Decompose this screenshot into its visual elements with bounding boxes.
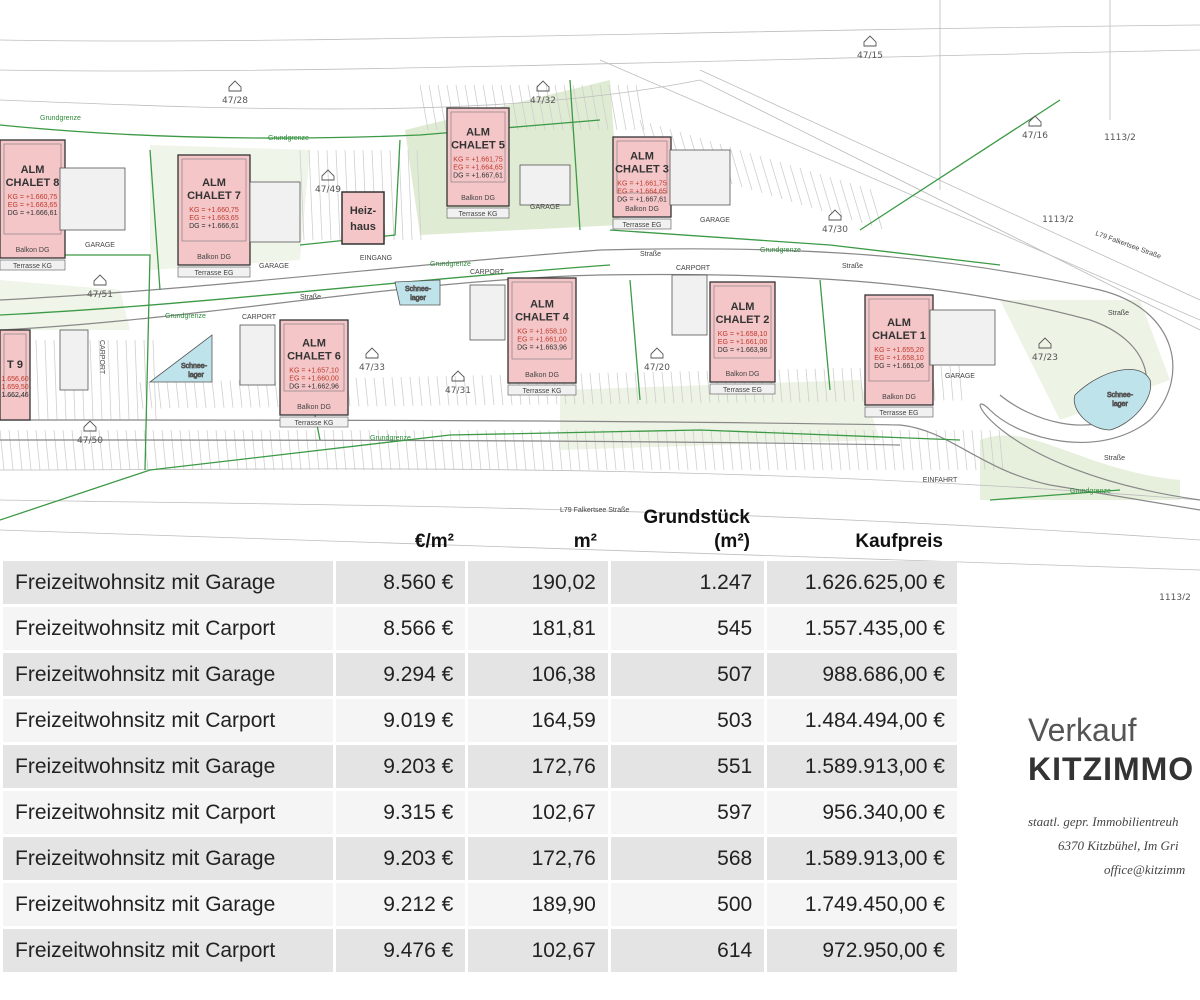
cell-type: Freizeitwohnsitz mit Garage: [3, 745, 333, 788]
cell-area: 102,67: [468, 929, 608, 972]
heizhaus-label-1: Heiz-: [349, 205, 377, 217]
chalet-title-2: CHALET 1: [872, 329, 926, 342]
cell-price: 1.484.494,00 €: [767, 699, 957, 742]
cell-area: 189,90: [468, 883, 608, 926]
cell-price: 1.589.913,00 €: [767, 837, 957, 880]
house-icon: [651, 348, 663, 358]
cell-plot: 614: [611, 929, 764, 972]
chalet-building: [0, 330, 30, 420]
chalet-level-kg: KG = +1.661,75: [617, 180, 667, 188]
garage-label-7: GARAGE: [259, 263, 289, 270]
chalet-level-eg: EG = +1.663,65: [189, 214, 239, 222]
schneelager-label-1b: lager: [188, 372, 204, 379]
chalet-level-kg: KG = +1.657,10: [289, 367, 339, 375]
cell-price: 972.950,00 €: [767, 929, 957, 972]
house-icon: [366, 348, 378, 358]
chalet-level-kg: KG = +1.655,20: [874, 346, 924, 354]
parcel-number: 47/30: [822, 225, 848, 235]
seller-line-2: 6370 Kitzbühel, Im Gri: [1058, 838, 1179, 853]
parcel-marker: [222, 81, 248, 106]
seller-line-1: staatl. gepr. Immobilientreuh: [1028, 814, 1179, 829]
table-row: [3, 699, 957, 742]
einfahrt-label: EINFAHRT: [922, 477, 958, 484]
parcel-number: 47/31: [445, 386, 471, 396]
carport-label-9: CARPORT: [98, 340, 105, 375]
cell-type: Freizeitwohnsitz mit Carport: [3, 607, 333, 650]
cell-plot: 545: [611, 607, 764, 650]
seller-email[interactable]: office@kitzimm: [1104, 862, 1186, 877]
cell-price: 1.626.625,00 €: [767, 561, 957, 604]
parcel-marker: [822, 210, 848, 235]
price-table: [0, 558, 960, 975]
parcel-number: 47/16: [1022, 131, 1048, 141]
chalet-level-kg: KG = +1.661,75: [453, 156, 503, 164]
table-row: [3, 607, 957, 650]
grundgrenze-label-6: Grundgrenze: [370, 435, 411, 442]
balkon-label: Balkon DG: [15, 247, 50, 254]
cell-area: 172,76: [468, 837, 608, 880]
terrasse-label: Terrasse KG: [458, 211, 498, 218]
house-icon: [452, 371, 464, 381]
terrasse-label: Terrasse EG: [723, 387, 762, 394]
schneelager-label-2b: lager: [410, 295, 426, 302]
cell-area: 181,81: [468, 607, 608, 650]
house-icon: [229, 81, 241, 91]
balkon-label: Balkon DG: [197, 254, 231, 261]
balkon-label: Balkon DG: [882, 394, 916, 401]
house-icon: [94, 275, 106, 285]
parcel-number: 47/33: [359, 363, 385, 373]
strasse-label-2: Straße: [640, 251, 662, 258]
cell-type: Freizeitwohnsitz mit Carport: [3, 791, 333, 834]
chalet-building: [0, 140, 65, 270]
parcel-marker: [87, 275, 113, 300]
cell-price: 1.749.450,00 €: [767, 883, 957, 926]
parcel-marker: [359, 348, 385, 373]
chalet-title-1: ALM: [466, 126, 490, 139]
cell-area: 190,02: [468, 561, 608, 604]
terrasse-label: Terrasse EG: [194, 270, 234, 277]
chalet-title-1: ALM: [202, 176, 226, 189]
grundgrenze-label-4: Grundgrenze: [430, 261, 471, 268]
chalet-building: [865, 295, 933, 417]
cell-type: Freizeitwohnsitz mit Garage: [3, 653, 333, 696]
parcel-number: 47/23: [1032, 353, 1058, 363]
cell-plot: 507: [611, 653, 764, 696]
eingang-label: EINGANG: [359, 255, 393, 262]
heizhaus: [342, 192, 392, 262]
house-icon: [829, 210, 841, 220]
chalet-title-2: T 9: [7, 359, 23, 372]
chalet-level-eg: EG = +1.661,00: [717, 339, 768, 346]
cell-plot: 500: [611, 883, 764, 926]
terrasse-label: Terrasse KG: [13, 263, 52, 270]
chalet-level-eg: EG = +1.664,65: [453, 164, 503, 172]
house-icon: [864, 36, 876, 46]
chalet-level-eg: EG = +1.663,65: [7, 202, 58, 210]
garage-label-1: GARAGE: [945, 373, 975, 380]
header-plot-line1: Grundstück: [643, 507, 750, 528]
strasse-label-1: Straße: [300, 294, 322, 301]
l79-label-2: L79 Falkertsee Straße: [560, 507, 630, 514]
balkon-label: Balkon DG: [725, 371, 760, 378]
cell-plot: 1.247: [611, 561, 764, 604]
chalet-level-dg: DG = +1.666,61: [189, 222, 239, 230]
strasse-label-5: Straße: [1104, 455, 1126, 462]
chalet-level-dg: DG = +1.667,61: [453, 172, 503, 180]
strasse-label-3: Straße: [842, 263, 864, 270]
chalet-level-dg: DG = +1.666,61: [7, 210, 58, 218]
schneelager-label-1a: Schnee-: [180, 363, 208, 370]
cell-price: 1.589.913,00 €: [767, 745, 957, 788]
chalet-level-dg: DG = +1.662,96: [289, 383, 339, 391]
chalet-level-dg: 1.662,46: [1, 392, 29, 400]
chalet-level-eg: EG = +1.661,00: [517, 336, 567, 344]
chalet-building: [508, 278, 576, 395]
cell-price-per-m2: 9.476 €: [336, 929, 466, 972]
header-price: Kaufpreis: [855, 531, 943, 552]
header-area: m²: [573, 531, 597, 552]
cell-price-per-m2: 8.560 €: [336, 561, 466, 604]
cell-price: 956.340,00 €: [767, 791, 957, 834]
schneelager-label-3b: lager: [1112, 401, 1128, 408]
chalet-level-eg: EG = +1.660,00: [289, 375, 339, 383]
chalet-building: [613, 137, 671, 229]
table-row: [3, 653, 957, 696]
cell-area: 172,76: [468, 745, 608, 788]
cell-price: 988.686,00 €: [767, 653, 957, 696]
terrasse-label: Terrasse KG: [294, 420, 334, 427]
chalet-level-kg: KG = +1.660,75: [189, 206, 239, 214]
grundgrenze-label-7: Grundgrenze: [1070, 488, 1111, 495]
schneelager-label-2a: Schnee-: [404, 286, 432, 293]
chalet-level-dg: DG = +1.663,96: [717, 347, 768, 354]
parcel-marker: [857, 36, 883, 61]
parcel-number: 1113/2: [1159, 593, 1191, 600]
cell-plot: 551: [611, 745, 764, 788]
parcel-marker: [1104, 133, 1136, 143]
grundgrenze-label-2: Grundgrenze: [268, 135, 309, 142]
balkon-label: Balkon DG: [297, 404, 331, 411]
cell-price-per-m2: 9.212 €: [336, 883, 466, 926]
chalet-level-kg: KG = +1.660,75: [7, 194, 58, 202]
chalet-title-1: ALM: [530, 298, 554, 311]
terrasse-label: Terrasse EG: [879, 410, 919, 417]
chalet-title-2: CHALET 4: [515, 311, 569, 324]
chalet-building: [710, 282, 775, 394]
chalet-level-eg: EG = +1.658,10: [874, 354, 924, 362]
terrasse-label: Terrasse EG: [622, 222, 662, 229]
chalet-building: [280, 320, 348, 427]
carport-label-6: CARPORT: [241, 314, 277, 321]
header-price-per-m2: €/m²: [414, 531, 454, 552]
cell-price: 1.557.435,00 €: [767, 607, 957, 650]
table-row: [3, 745, 957, 788]
vegetation-areas: [0, 80, 1180, 500]
chalet-title-1: ALM: [302, 337, 326, 350]
parcel-number: 47/32: [530, 96, 556, 106]
chalet-level-kg: KG = +1.658,10: [717, 331, 768, 338]
chalet-title-1: ALM: [887, 316, 911, 329]
parcel-marker: [644, 348, 670, 373]
cell-type: Freizeitwohnsitz mit Carport: [3, 699, 333, 742]
cell-area: 102,67: [468, 791, 608, 834]
parcel-number: 47/49: [315, 185, 341, 195]
parcel-number: 47/28: [222, 96, 248, 106]
parcel-number: 47/15: [857, 51, 883, 61]
chalet-title-2: CHALET 2: [715, 314, 770, 326]
balkon-label: Balkon DG: [625, 206, 659, 213]
chalet-title-1: ALM: [20, 164, 45, 177]
cell-type: Freizeitwohnsitz mit Garage: [3, 837, 333, 880]
parcel-marker: [530, 81, 556, 106]
parcel-marker: [1042, 215, 1074, 225]
chalet-title-2: CHALET 7: [187, 189, 241, 202]
header-plot-line2: (m²): [714, 531, 750, 552]
house-icon: [84, 421, 96, 431]
garage-label-3: GARAGE: [700, 217, 730, 224]
carport-label-4: CARPORT: [469, 269, 505, 276]
parcel-marker: [1159, 593, 1191, 600]
seller-heading: Verkauf: [1028, 712, 1137, 748]
parcel-number: 1113/2: [1042, 215, 1074, 225]
chalet-title-1: ALM: [630, 150, 654, 163]
parcel-number: 47/50: [77, 436, 103, 446]
chalet-building: [178, 155, 250, 277]
grundgrenze-label-1: Grundgrenze: [40, 115, 81, 122]
carport-label-2: CARPORT: [675, 265, 711, 272]
chalet-level-eg: 1.659,50: [1, 384, 29, 392]
cell-plot: 568: [611, 837, 764, 880]
chalet-title-1: ALM: [730, 301, 755, 313]
chalet-title-2: CHALET 3: [615, 163, 669, 176]
chalet-level-dg: DG = +1.661,06: [874, 362, 924, 370]
chalet-title-2: CHALET 8: [5, 177, 60, 190]
cell-price-per-m2: 9.203 €: [336, 745, 466, 788]
cell-type: Freizeitwohnsitz mit Garage: [3, 883, 333, 926]
table-row: [3, 929, 957, 972]
table-row: [3, 561, 957, 604]
heizhaus-label-2: haus: [350, 221, 376, 233]
balkon-label: Balkon DG: [461, 195, 495, 202]
chalet-title-2: CHALET 6: [287, 350, 341, 363]
house-icon: [1029, 116, 1041, 126]
grundgrenze-label-3: Grundgrenze: [165, 313, 206, 320]
cell-plot: 597: [611, 791, 764, 834]
balkon-label: Balkon DG: [525, 372, 559, 379]
seller-info: [1028, 712, 1200, 882]
cell-area: 164,59: [468, 699, 608, 742]
chalet-level-dg: DG = +1.667,61: [617, 196, 667, 204]
cell-price-per-m2: 8.566 €: [336, 607, 466, 650]
parcel-number: 47/20: [644, 363, 670, 373]
cell-type: Freizeitwohnsitz mit Garage: [3, 561, 333, 604]
cell-price-per-m2: 9.315 €: [336, 791, 466, 834]
cell-type: Freizeitwohnsitz mit Carport: [3, 929, 333, 972]
l79-label-1: L79 Falkertsee Straße: [1094, 230, 1162, 261]
chalet-level-dg: DG = +1.663,96: [517, 344, 567, 352]
cell-price-per-m2: 9.203 €: [336, 837, 466, 880]
strasse-label-4: Straße: [1108, 310, 1130, 317]
terrasse-label: Terrasse KG: [522, 388, 562, 395]
table-row: [3, 791, 957, 834]
parcel-marker: [1022, 116, 1048, 141]
parcel-number: 47/51: [87, 290, 113, 300]
cell-plot: 503: [611, 699, 764, 742]
chalet-title-2: CHALET 5: [451, 139, 505, 152]
grundgrenze-label-5: Grundgrenze: [760, 247, 801, 254]
cell-area: 106,38: [468, 653, 608, 696]
cell-price-per-m2: 9.294 €: [336, 653, 466, 696]
parcel-number: 1113/2: [1104, 133, 1136, 143]
table-row: [3, 883, 957, 926]
chalet-level-kg: 1.656,60: [1, 376, 29, 384]
schneelager-label-3a: Schnee-: [1106, 392, 1134, 399]
chalet-level-eg: EG = +1.664,65: [617, 188, 667, 196]
chalet-level-kg: KG = +1.658,10: [517, 328, 567, 336]
chalet-building: [447, 108, 509, 218]
garage-label-5: GARAGE: [530, 204, 560, 211]
cell-price-per-m2: 9.019 €: [336, 699, 466, 742]
table-row: [3, 837, 957, 880]
garage-label-8: GARAGE: [85, 242, 115, 249]
parcel-marker: [445, 371, 471, 396]
seller-brand: KITZIMMO: [1028, 751, 1195, 787]
